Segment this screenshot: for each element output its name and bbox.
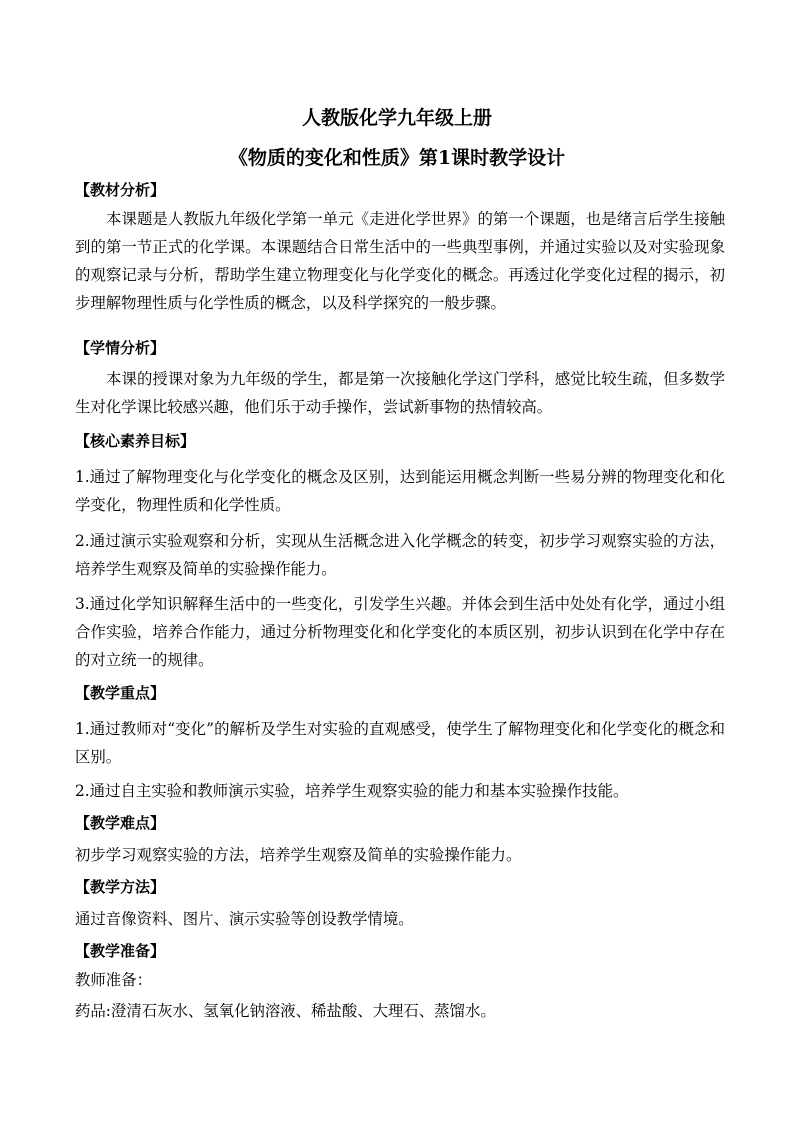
goal-item-2: 2.通过演示实验观察和分析，实现从生活概念进入化学概念的转变，初步学习观察实验的方法，培养学生观察及简单的实验操作能力。 <box>75 532 725 578</box>
heading-methods: 【教学方法】 <box>75 878 166 896</box>
heading-preparation: 【教学准备】 <box>75 942 166 960</box>
heading-core-goals: 【核心素养目标】 <box>75 432 196 450</box>
heading-key-points: 【教学重点】 <box>75 684 166 702</box>
document-subtitle: 《物质的变化和性质》第1课时教学设计 <box>228 147 566 169</box>
heading-textbook-analysis: 【教材分析】 <box>75 181 166 199</box>
key-point-item-2: 2.通过自主实验和教师演示实验，培养学生观察实验的能力和基本实验操作技能。 <box>75 782 629 800</box>
paragraph-textbook-analysis: 本课题是人教版九年级化学第一单元《走进化学世界》的第一个课题，也是绪言后学生接触到的第一节正式的化学课。本课题结合日常生活中的一些典型事例，并通过实验以及对实验现象的观察记录与分析，帮助学生建立物理变化与化学变化的概念。再透过化学变化过程的揭示，初步理解物理性质与化学性质的概念，以及科学探究的一般步骤。 <box>75 210 725 312</box>
document-title: 人教版化学九年级上册 <box>301 107 492 129</box>
heading-student-analysis: 【学情分析】 <box>75 339 166 357</box>
key-point-item-1: 1.通过教师对“变化”的解析及学生对实验的直观感受，使学生了解物理变化和化学变化的概念和区别。 <box>75 720 725 766</box>
goal-item-3: 3.通过化学知识解释生活中的一些变化，引发学生兴趣。并体会到生活中处处有化学，通过小组合作实验，培养合作能力，通过分析物理变化和化学变化的本质区别，初步认识到在化学中存在的对立统一的规律。 <box>75 595 725 669</box>
goal-item-1: 1.通过了解物理变化与化学变化的概念及区别，达到能运用概念判断一些易分辨的物理变化和化学变化，物理性质和化学性质。 <box>75 468 725 514</box>
heading-difficult-points: 【教学难点】 <box>75 814 166 832</box>
teacher-preparation-label: 教师准备： <box>75 971 152 989</box>
paragraph-difficult-points: 初步学习观察实验的方法，培养学生观察及简单的实验操作能力。 <box>75 846 522 864</box>
materials-list: 药品:澄清石灰水、氢氧化钠溶液、稀盐酸、大理石、蒸馏水。 <box>75 1002 496 1020</box>
paragraph-methods: 通过音像资料、图片、演示实验等创设教学情境。 <box>75 910 414 928</box>
paragraph-student-analysis: 本课的授课对象为九年级的学生，都是第一次接触化学这门学科，感觉比较生疏，但多数学生对化学课比较感兴趣，他们乐于动手操作，尝试新事物的热情较高。 <box>75 370 725 416</box>
